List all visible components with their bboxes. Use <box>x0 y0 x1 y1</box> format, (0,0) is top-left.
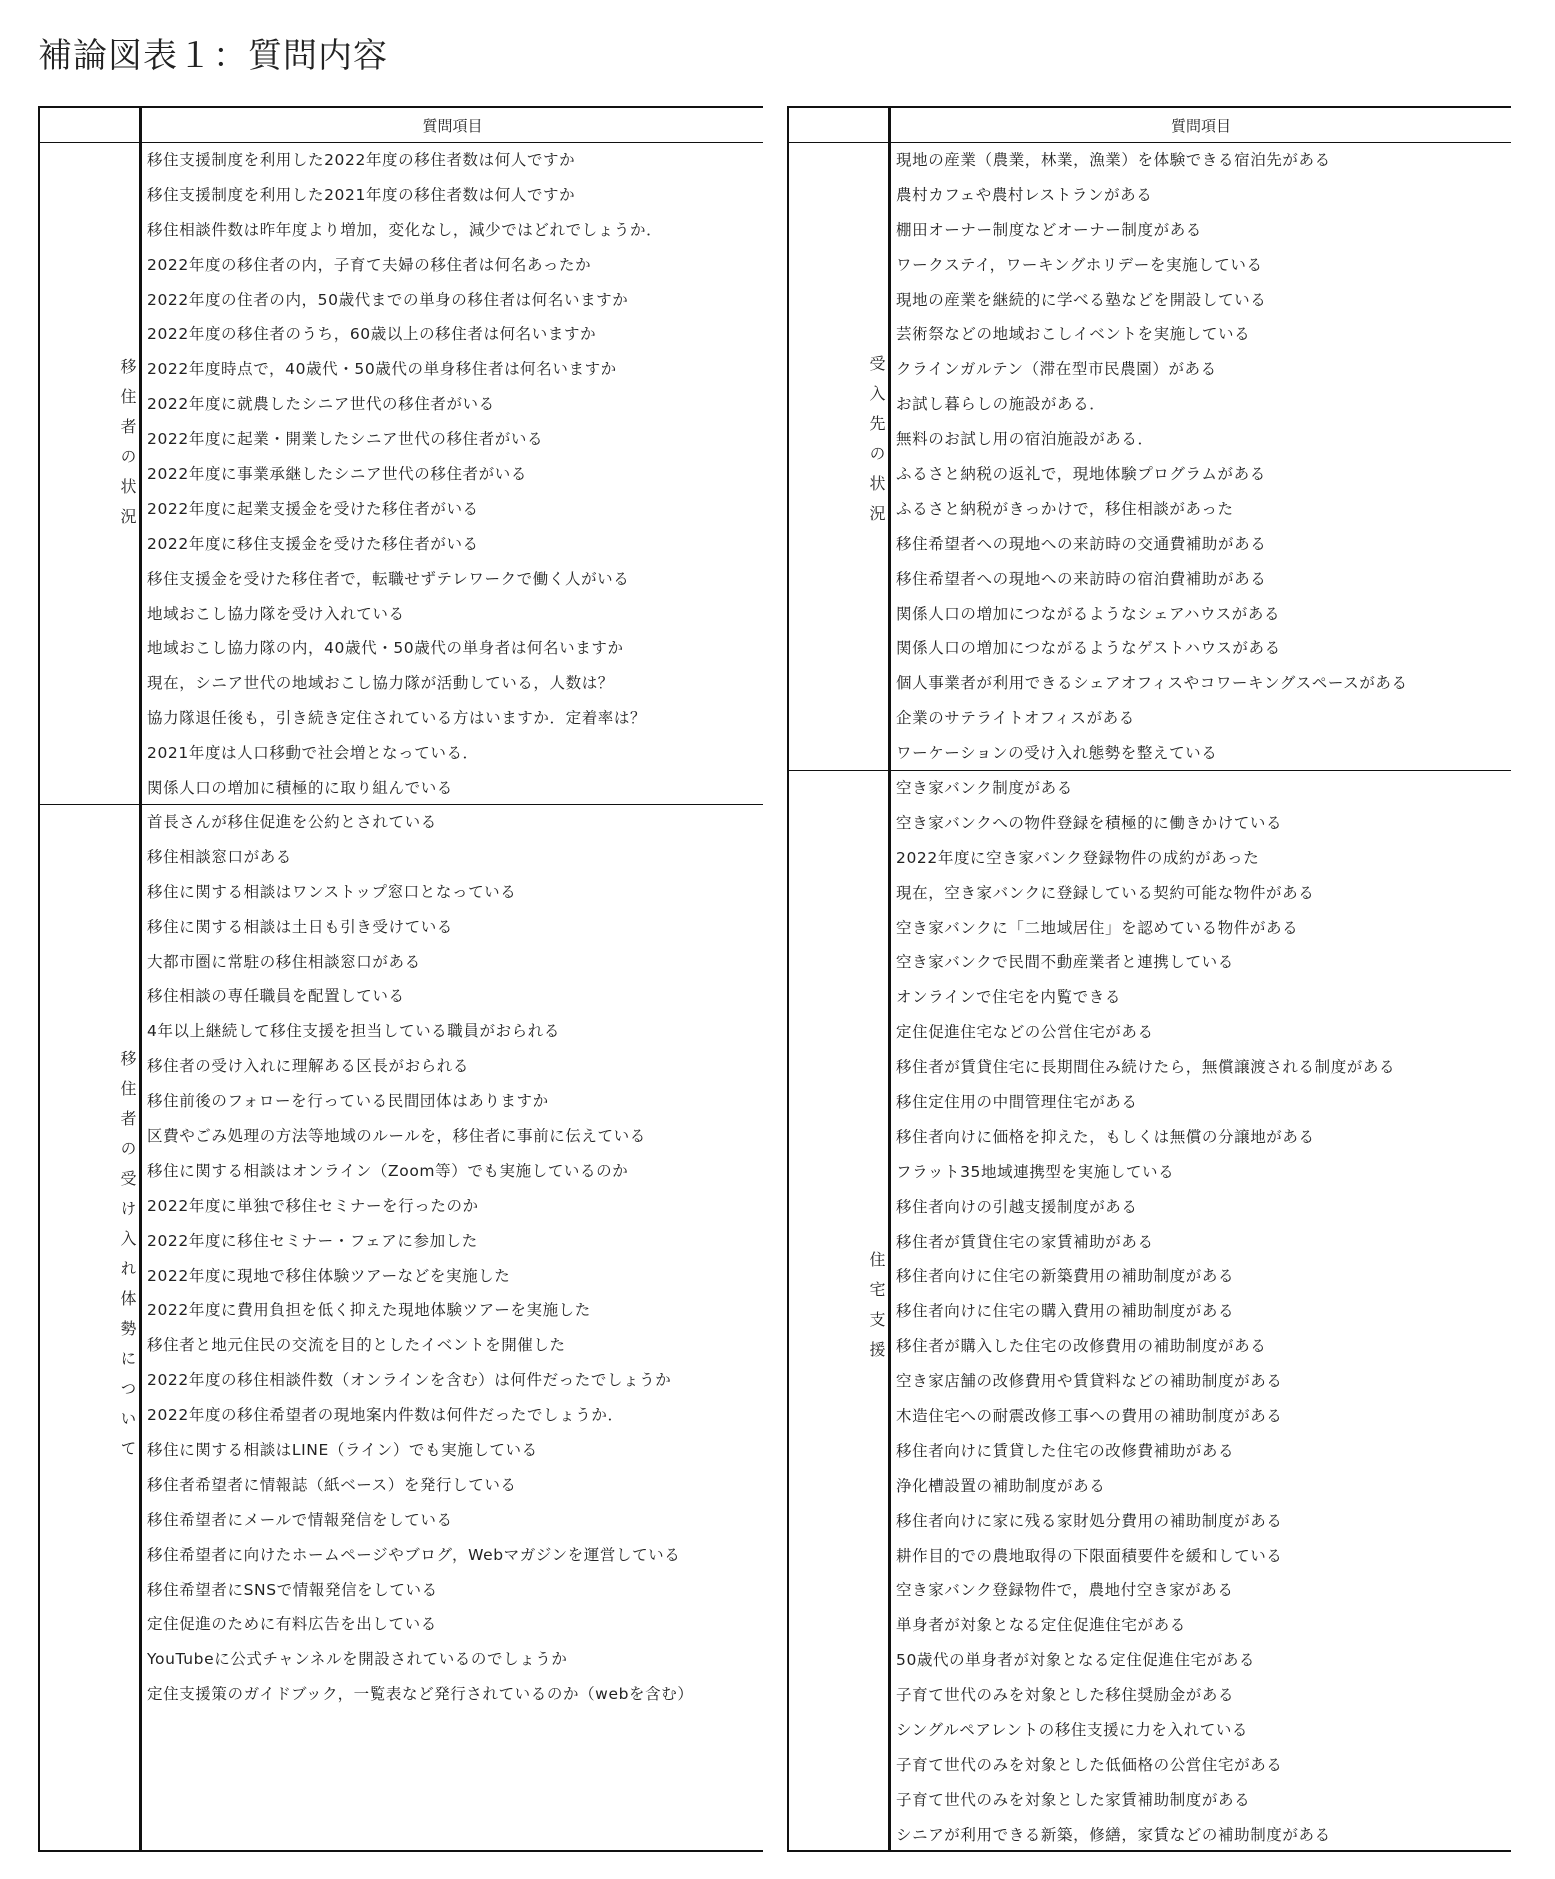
question-item: 2022年度に現地で移住体験ツアーなどを実施した <box>147 1266 511 1285</box>
question-item: 空き家バンク制度がある <box>896 779 1073 797</box>
question-item: 耕作目的での農地取得の下限面積要件を緩和している <box>896 1546 1283 1565</box>
question-item: 移住希望者にSNSで情報発信をしている <box>147 1580 438 1599</box>
question-item: ワークステイ，ワーキングホリデーを実施している <box>896 255 1263 274</box>
question-item: お試し暮らしの施設がある． <box>896 395 1106 414</box>
group-label: 住宅支援 <box>867 1251 886 1371</box>
question-item: 2022年度に単独で移住セミナーを行ったのか <box>147 1196 479 1215</box>
question-item: 移住者が購入した住宅の改修費用の補助制度がある <box>896 1337 1267 1356</box>
question-item: 移住者希望者に情報誌（紙ベース）を発行している <box>147 1475 517 1494</box>
question-item: 移住相談件数は昨年度より増加，変化なし，減少ではどれでしょうか． <box>147 220 663 239</box>
question-list <box>142 143 763 806</box>
question-item: 2022年度の移住者のうち，60歳以上の移住者は何名いますか <box>147 325 597 344</box>
question-item: 2022年度に移住支援金を受けた移住者がいる <box>147 534 479 553</box>
question-item: 移住支援金を受けた移住者で，転職せずテレワークで働く人がいる <box>147 569 630 588</box>
question-item: 2022年度の移住者の内，子育て夫婦の移住者は何名あったか <box>147 255 592 274</box>
left-question-table <box>38 106 763 1852</box>
question-item: 棚田オーナー制度などオーナー制度がある <box>896 220 1202 239</box>
page-title: 補論図表１：質問内容 <box>38 36 388 76</box>
question-item: 移住者向けの引越支援制度がある <box>896 1197 1138 1216</box>
question-item: 2022年度に就農したシニア世代の移住者がいる <box>147 395 495 414</box>
right-question-table <box>787 106 1511 1852</box>
question-item: 定住支援策のガイドブック，一覧表など発行されているのか（webを含む） <box>147 1685 694 1704</box>
question-item: YouTubeに公式チャンネルを開設されているのでしょうか <box>147 1650 568 1669</box>
question-item: 現地の産業を継続的に学べる塾などを開設している <box>896 290 1267 309</box>
question-list <box>891 143 1511 771</box>
question-item: 子育て世代のみを対象とした家賃補助制度がある <box>896 1790 1251 1809</box>
question-item: クラインガルテン（滞在型市民農園）がある <box>896 360 1217 379</box>
question-item: 移住に関する相談は土日も引き受けている <box>147 917 453 936</box>
question-item: 移住相談窓口がある <box>147 847 292 866</box>
group-host-status <box>789 143 1511 770</box>
question-list <box>891 771 1511 1853</box>
table-header <box>789 108 1511 143</box>
question-item: 現地の産業（農業，林業，漁業）を体験できる宿泊先がある <box>896 151 1331 169</box>
question-item: 移住に関する相談はLINE（ライン）でも実施している <box>147 1441 538 1460</box>
question-item: 移住相談の専任職員を配置している <box>147 987 405 1006</box>
question-item: 空き家店舗の改修費用や賃貸料などの補助制度がある <box>896 1372 1283 1391</box>
question-item: 移住希望者への現地への来訪時の宿泊費補助がある <box>896 569 1267 588</box>
question-item: 子育て世代のみを対象とした移住奨励金がある <box>896 1686 1235 1705</box>
header-question-items: 質問項目 <box>422 117 483 135</box>
question-item: 2022年度時点で，40歳代・50歳代の単身移住者は何名いますか <box>147 360 617 379</box>
question-item: 移住前後のフォローを行っている民間団体はありますか <box>147 1092 549 1111</box>
question-item: 移住者向けに価格を抑えた，もしくは無償の分譲地がある <box>896 1127 1315 1146</box>
question-item: 2022年度に空き家バンク登録物件の成約があった <box>896 848 1260 867</box>
question-item: 大都市圏に常駐の移住相談窓口がある <box>147 952 421 971</box>
question-item: 4年以上継続して移住支援を担当している職員がおられる <box>147 1022 560 1041</box>
header-question-items: 質問項目 <box>1170 117 1231 135</box>
question-list <box>142 805 763 1712</box>
question-item: 移住者が賃貸住宅の家賃補助がある <box>896 1232 1154 1251</box>
question-item: 2022年度に起業・開業したシニア世代の移住者がいる <box>147 430 544 449</box>
question-item: 木造住宅への耐震改修工事への費用の補助制度がある <box>896 1407 1283 1426</box>
group-housing-support <box>789 770 1511 1850</box>
question-item: 移住に関する相談はワンストップ窓口となっている <box>147 882 517 901</box>
question-item: 空き家バンクに「二地域居住」を認めている物件がある <box>896 918 1299 937</box>
question-item: 移住者の受け入れに理解ある区長がおられる <box>147 1057 470 1076</box>
question-item: 2022年度に移住セミナー・フェアに参加した <box>147 1231 478 1250</box>
question-item: 関係人口の増加につながるようなゲストハウスがある <box>896 639 1281 658</box>
question-item: 単身者が対象となる定住促進住宅がある <box>896 1616 1186 1635</box>
group-migrant-status <box>40 143 763 804</box>
question-item: 企業のサテライトオフィスがある <box>896 709 1135 728</box>
question-item: 移住者向けに賃貸した住宅の改修費補助がある <box>896 1441 1235 1460</box>
question-item: 現在，シニア世代の地域おこし協力隊が活動している，人数は？ <box>147 674 614 693</box>
question-item: 移住定住用の中間管理住宅がある <box>896 1093 1138 1112</box>
group-label: 移住者の状況 <box>118 358 137 538</box>
question-item: 子育て世代のみを対象とした低価格の公営住宅がある <box>896 1755 1283 1774</box>
table-header <box>40 108 763 143</box>
column-divider <box>139 108 142 1850</box>
question-item: 現在，空き家バンクに登録している契約可能な物件がある <box>896 883 1315 902</box>
question-item: 首長さんが移住促進を公約とされている <box>147 813 437 831</box>
question-item: 2022年度に費用負担を低く抑えた現地体験ツアーを実施した <box>147 1301 591 1320</box>
question-item: フラット35地域連携型を実施している <box>896 1162 1175 1181</box>
question-item: ワーケーションの受け入れ態勢を整えている <box>896 744 1218 763</box>
question-item: 浄化槽設置の補助制度がある <box>896 1476 1106 1495</box>
question-item: 移住希望者に向けたホームページやブログ，Webマガジンを運営している <box>147 1545 681 1564</box>
question-item: オンラインで住宅を内覧できる <box>896 988 1121 1007</box>
question-item: 関係人口の増加に積極的に取り組んでいる <box>147 779 453 798</box>
question-item: 移住支援制度を利用した2022年度の移住者数は何人ですか <box>147 151 576 169</box>
question-item: 空き家バンク登録物件で，農地付空き家がある <box>896 1581 1234 1600</box>
group-acceptance-system <box>40 804 763 1850</box>
question-item: シニアが利用できる新築，修繕，家賃などの補助制度がある <box>896 1825 1331 1844</box>
question-item: 2022年度に起業支援金を受けた移住者がいる <box>147 499 479 518</box>
question-item: 50歳代の単身者が対象となる定住促進住宅がある <box>896 1651 1256 1670</box>
question-item: 移住希望者への現地への来訪時の交通費補助がある <box>896 534 1267 553</box>
question-item: 空き家バンクへの物件登録を積極的に働きかけている <box>896 813 1283 832</box>
question-item: 2022年度の移住相談件数（オンラインを含む）は何件だったでしょうか <box>147 1371 672 1390</box>
question-item: 移住に関する相談はオンライン（Zoom等）でも実施しているのか <box>147 1161 629 1180</box>
question-item: 定住促進住宅などの公営住宅がある <box>896 1023 1154 1042</box>
question-item: 移住者向けに住宅の購入費用の補助制度がある <box>896 1302 1235 1321</box>
question-item: 移住希望者にメールで情報発信をしている <box>147 1510 453 1529</box>
question-item: 関係人口の増加につながるようなシェアハウスがある <box>896 604 1281 623</box>
question-item: 移住者と地元住民の交流を目的としたイベントを開催した <box>147 1336 566 1355</box>
column-divider <box>888 108 891 1850</box>
question-item: 移住者向けに家に残る家財処分費用の補助制度がある <box>896 1511 1283 1530</box>
question-item: 芸術祭などの地域おこしイベントを実施している <box>896 325 1251 344</box>
question-item: 地域おこし協力隊の内，40歳代・50歳代の単身者は何名いますか <box>147 639 624 658</box>
question-item: 移住者向けに住宅の新築費用の補助制度がある <box>896 1267 1235 1286</box>
question-item: 2021年度は人口移動で社会増となっている． <box>147 744 479 763</box>
question-item: 協力隊退任後も，引き続き定住されている方はいますか．定着率は？ <box>147 709 647 728</box>
question-item: 移住支援制度を利用した2021年度の移住者数は何人ですか <box>147 185 576 204</box>
question-item: 移住者が賃貸住宅に長期間住み続けたら，無償譲渡される制度がある <box>896 1058 1396 1077</box>
question-item: 2022年度の住者の内，50歳代までの単身の移住者は何名いますか <box>147 290 629 309</box>
question-item: ふるさと納税の返礼で，現地体験プログラムがある <box>896 465 1266 484</box>
question-item: 2022年度の移住希望者の現地案内件数は何件だったでしょうか． <box>147 1406 624 1425</box>
question-item: 農村カフェや農村レストランがある <box>896 185 1153 204</box>
question-item: 個人事業者が利用できるシェアオフィスやコワーキングスペースがある <box>896 674 1408 693</box>
question-item: ふるさと納税がきっかけで，移住相談があった <box>896 499 1234 518</box>
question-item: 地域おこし協力隊を受け入れている <box>147 604 405 623</box>
question-item: 空き家バンクで民間不動産業者と連携している <box>896 953 1234 972</box>
group-label: 受入先の状況 <box>867 355 886 535</box>
question-item: 無料のお試し用の宿泊施設がある． <box>896 430 1154 449</box>
question-item: シングルペアレントの移住支援に力を入れている <box>896 1721 1249 1740</box>
question-item: 区費やごみ処理の方法等地域のルールを，移住者に事前に伝えている <box>147 1127 646 1146</box>
question-item: 2022年度に事業承継したシニア世代の移住者がいる <box>147 465 527 484</box>
group-label: 移住者の受け入れ体勢について <box>118 1050 137 1470</box>
question-item: 定住促進のために有料広告を出している <box>147 1615 437 1634</box>
